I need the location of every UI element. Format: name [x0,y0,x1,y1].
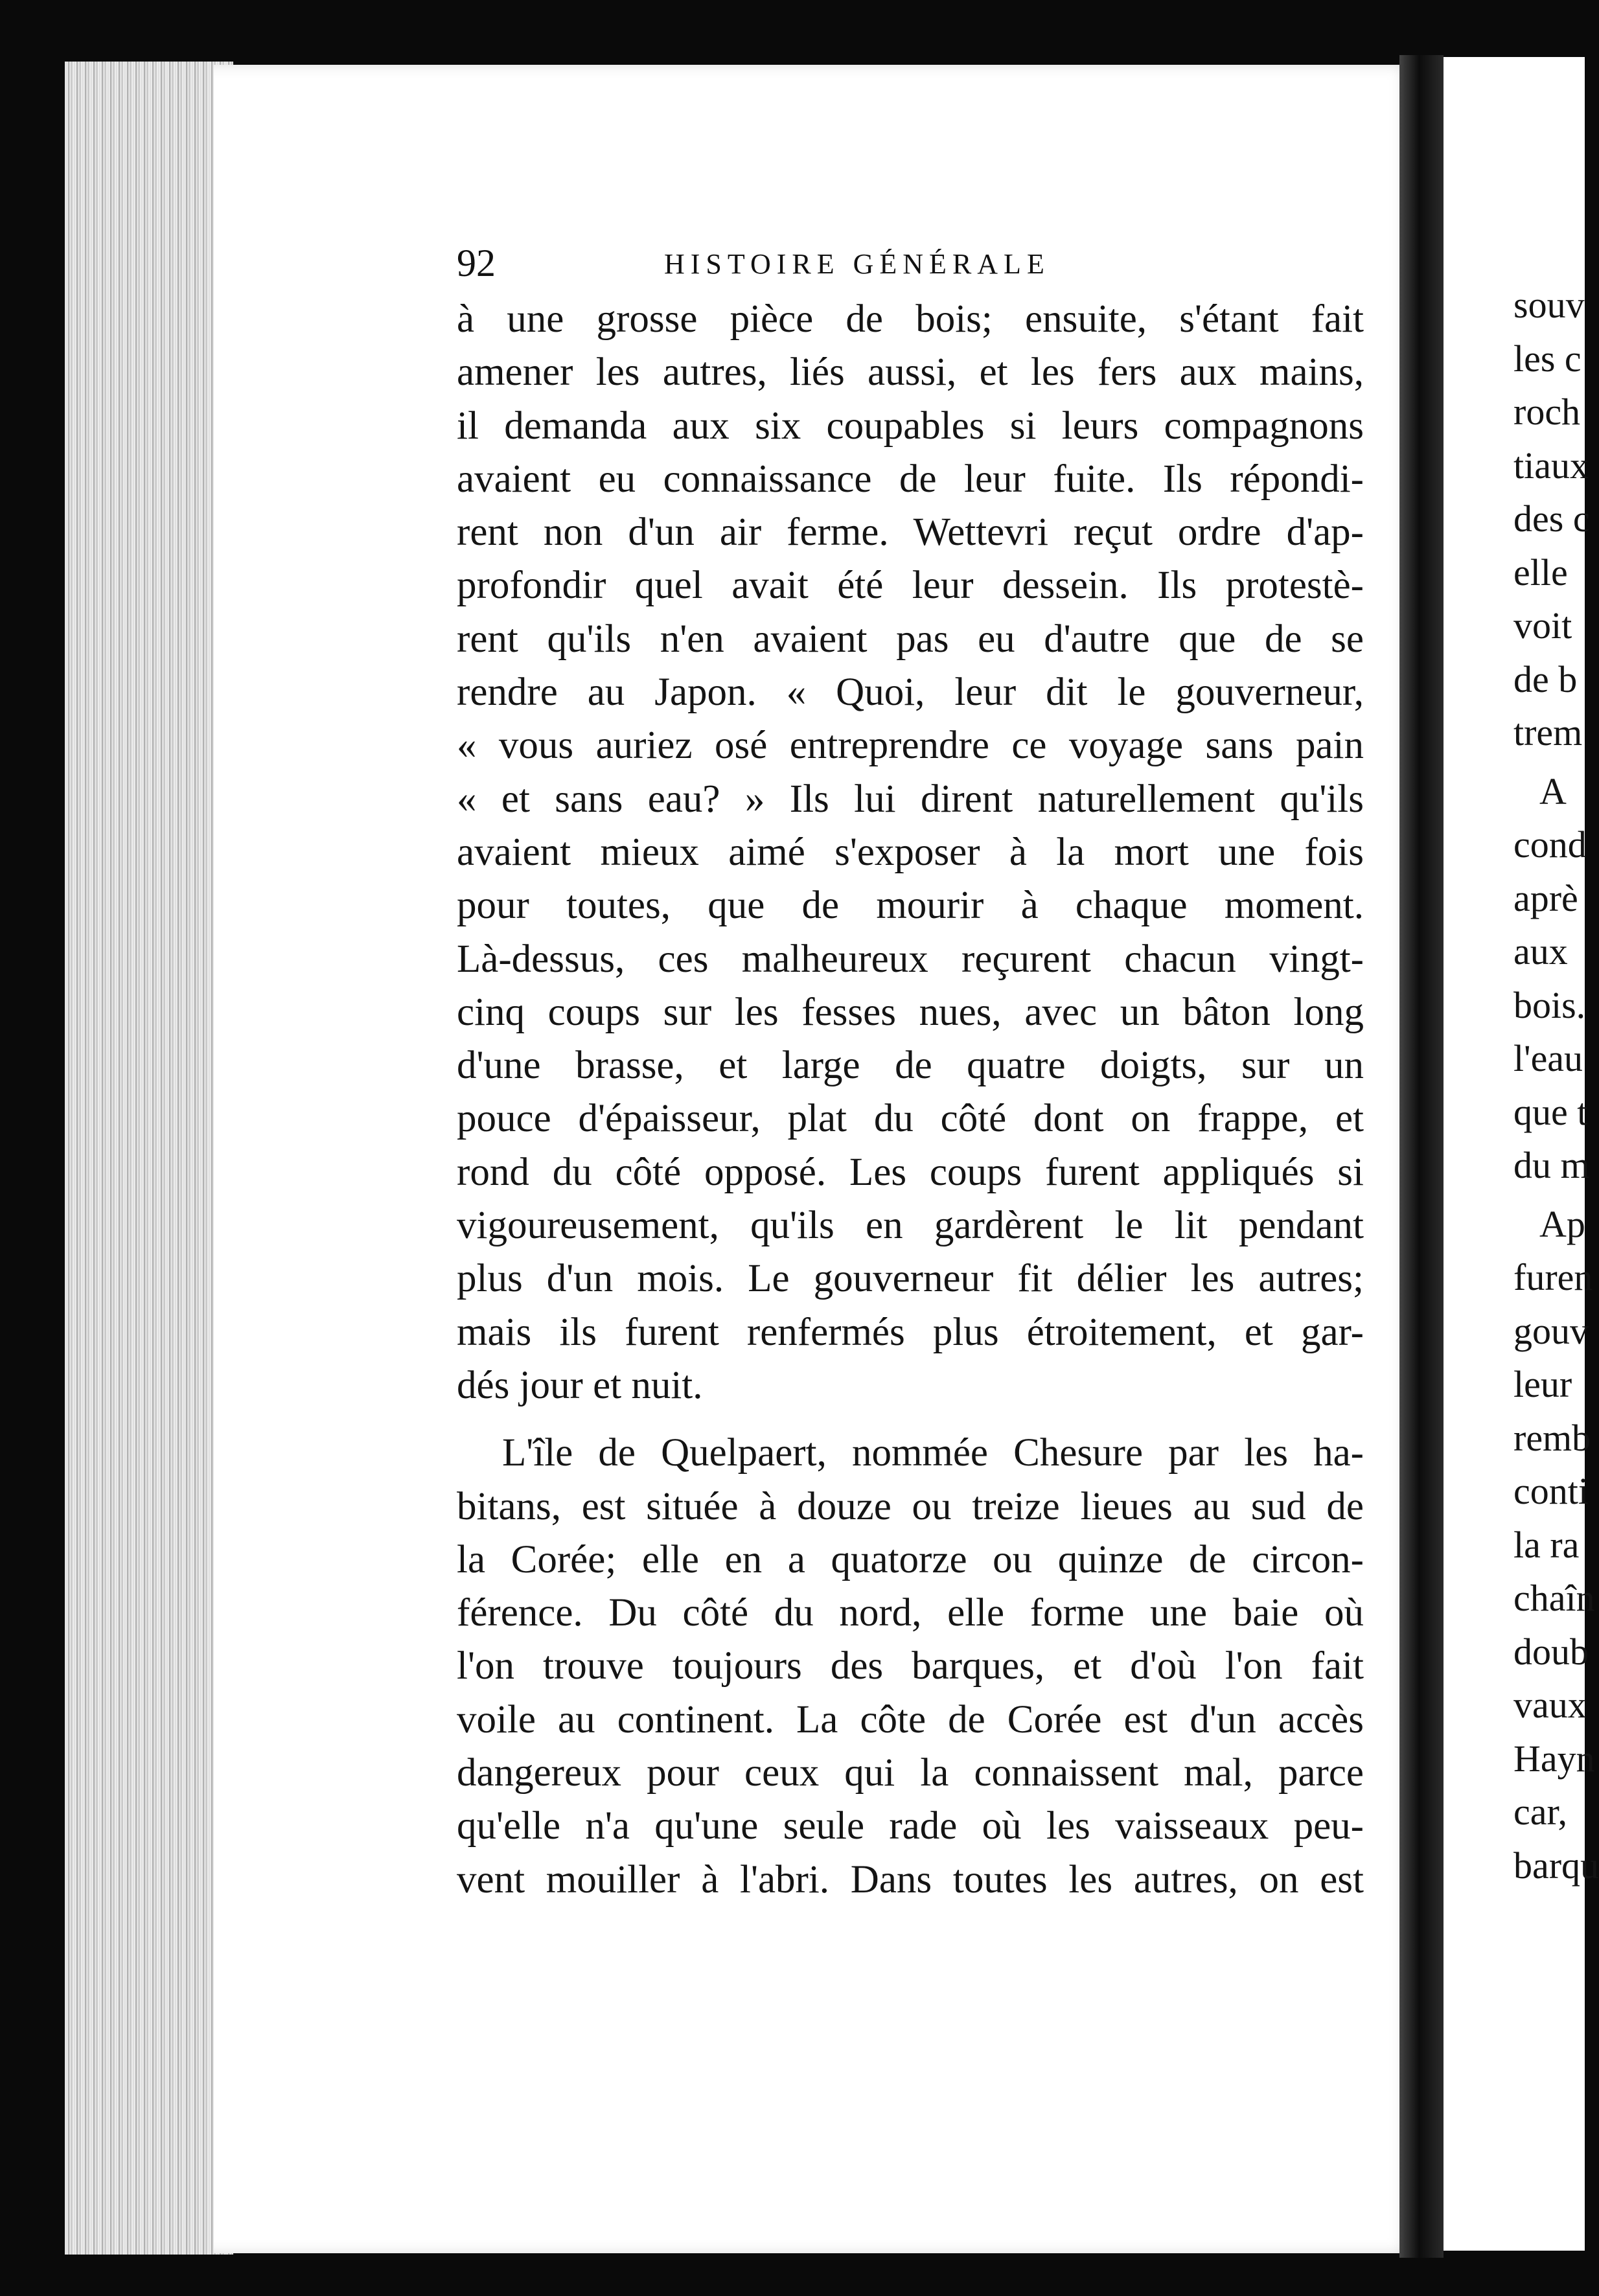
right-text-fragment: conti [1513,1470,1589,1512]
right-text-fragment: de b [1513,658,1578,700]
right-text-fragment: cond [1513,823,1587,866]
text-line: pour toutes, que de mourir à chaque moment. [457,884,1364,928]
right-text-fragment: vaux [1513,1684,1587,1726]
text-line: il demanda aux six coupables si leurs compagnons [457,404,1364,448]
right-text-fragment: remb [1513,1416,1591,1459]
right-text-fragment: du m [1513,1144,1590,1186]
right-page-text [1513,279,1599,1892]
text-line: avaient eu connaissance de leur fuite. Ils répondi- [457,457,1364,501]
right-text-fragment: les c [1513,337,1582,380]
right-text-fragment: car, [1513,1791,1567,1833]
right-text-fragment: doub [1513,1630,1589,1673]
text-line: « vous auriez osé entreprendre ce voyage sans pain [457,724,1364,768]
text-line: l'on trouve toujours des barques, et d'où l'on fait [457,1644,1364,1688]
right-text-fragment: Ap [1539,1202,1585,1245]
right-text-fragment: aprè [1513,877,1578,919]
running-title: HISTOIRE GÉNÉRALE [664,248,1050,280]
page-number: 92 [457,242,496,284]
page-edges [65,62,233,2255]
right-text-fragment: souv [1513,284,1585,326]
right-text-fragment: gouv [1513,1309,1589,1352]
text-line: rond du côté opposé. Les coups furent appliqués si [457,1150,1364,1194]
right-text-fragment: aux [1513,930,1568,972]
right-text-fragment: furen [1513,1256,1593,1298]
text-line: Là-dessus, ces malheureux reçurent chacun vingt- [457,937,1364,981]
right-text-fragment: roch [1513,391,1581,433]
text-line: rent non d'un air ferme. Wettevri reçut ordre d'ap- [457,511,1364,555]
text-line: « et sans eau? » Ils lui dirent naturellement qu'ils [457,777,1364,821]
right-text-fragment: tiaux [1513,444,1589,487]
text-line: vigoureusement, qu'ils en gardèrent le lit pendant [457,1204,1364,1248]
right-text-fragment: elle [1513,551,1568,593]
right-text-fragment: leur [1513,1363,1572,1405]
text-line: avaient mieux aimé s'exposer à la mort une fois [457,830,1364,874]
paragraph-gap [457,1412,1364,1427]
text-line: férence. Du côté du nord, elle forme une baie où [457,1591,1364,1635]
text-line: cinq coups sur les fesses nues, avec un bâton long [457,990,1364,1034]
right-text-fragment: des c [1513,498,1590,540]
page-header [457,241,1364,286]
right-text-fragment: Hayn [1513,1737,1595,1780]
text-line: rendre au Japon. « Quoi, leur dit le gouverneur, [457,671,1364,715]
right-text-fragment: A [1539,770,1567,812]
text-line: d'une brasse, et large de quatre doigts, sur un [457,1044,1364,1088]
right-text-fragment: barqu [1513,1844,1599,1887]
body-text [457,293,1364,1907]
text-line: dés jour et nuit. [457,1363,703,1407]
text-line: amener les autres, liés aussi, et les fers aux mains, [457,350,1364,395]
text-line: L'île de Quelpaert, nommée Chesure par les ha- [502,1431,1364,1475]
text-line: mais ils furent renfermés plus étroitement, et gar- [457,1310,1364,1354]
right-text-fragment: bois. [1513,983,1586,1026]
right-text-fragment: trem [1513,711,1583,753]
book-gutter [1399,55,1444,2258]
text-line: plus d'un mois. Le gouverneur fit délier les autres; [457,1257,1364,1301]
text-line: la Corée; elle en a quatorze ou quinze de circon- [457,1537,1364,1581]
text-line: voile au continent. La côte de Corée est d'un accès [457,1697,1364,1741]
right-text-fragment: chaîn [1513,1577,1595,1619]
text-line: qu'elle n'a qu'une seule rade où les vaisseaux peu- [457,1804,1364,1848]
right-text-fragment: la ra [1513,1523,1580,1566]
text-line: à une grosse pièce de bois; ensuite, s'étant fait [457,297,1364,341]
text-line: vent mouiller à l'abri. Dans toutes les autres, on est [457,1857,1364,1901]
text-line: profondir quel avait été leur dessein. Ils protestè- [457,564,1364,608]
text-line: rent qu'ils n'en avaient pas eu d'autre que de se [457,617,1364,661]
text-line: bitans, est située à douze ou treize lieues au sud de [457,1484,1364,1528]
right-text-fragment: voit [1513,604,1572,647]
text-line: dangereux pour ceux qui la connaissent mal, parce [457,1751,1364,1795]
right-text-fragment: l'eau [1513,1037,1583,1079]
text-line: pouce d'épaisseur, plat du côté dont on frappe, et [457,1097,1364,1141]
right-text-fragment: que t [1513,1090,1588,1133]
